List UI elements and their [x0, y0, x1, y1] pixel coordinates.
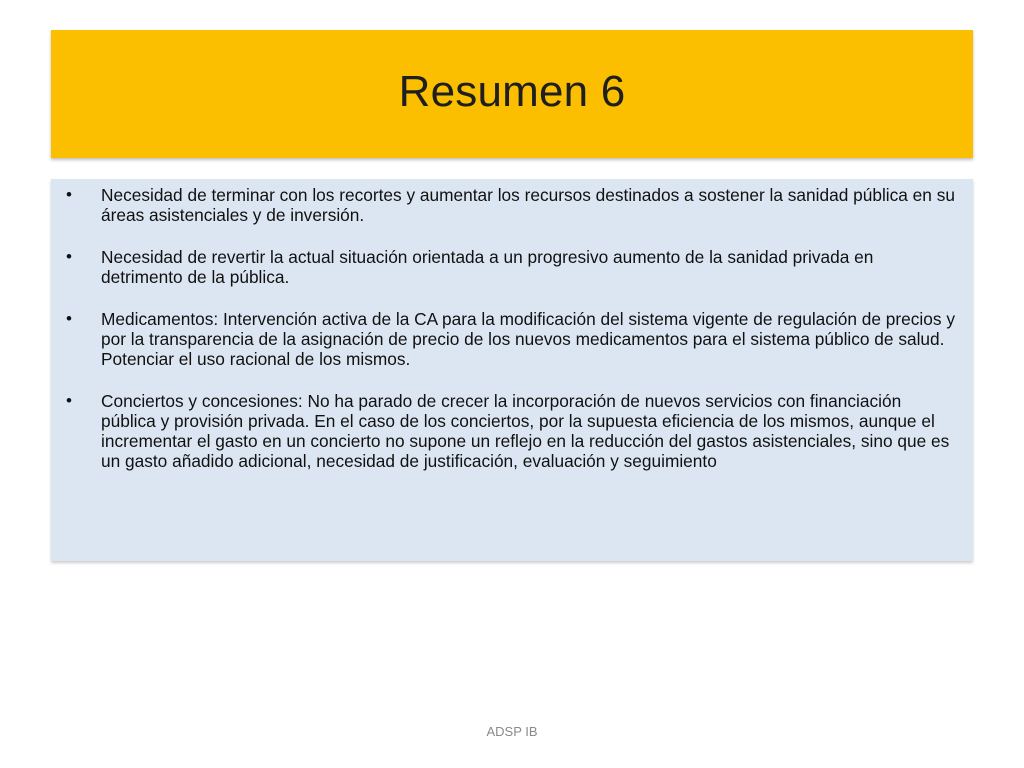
bullet-icon: • [66, 309, 72, 328]
title-band [51, 30, 973, 158]
bullet-text: Conciertos y concesiones: No ha parado de crecer la incorporación de nuevos servicios con financiación pública y provisión privada. En el caso de los conciertos, por la supuesta eficiencia de los mismos, aunque el incrementar el gasto en un concierto no supone un reflejo en la reducción del gastos asistenciales, sino que es un gasto añadido adicional, necesidad de justificación, evaluación y seguimiento [101, 391, 950, 471]
bullet-item [59, 185, 957, 225]
slide-title: Resumen 6 [398, 67, 626, 116]
content-box [51, 179, 973, 561]
bullet-item [59, 247, 957, 287]
bullet-text: Necesidad de terminar con los recortes y aumentar los recursos destinados a sostener la sanidad pública en su áreas asistenciales y de inversión. [101, 185, 955, 225]
bullet-text: Medicamentos: Intervención activa de la CA para la modificación del sistema vigente de regulación de precios y por la transparencia de la asignación de precio de los nuevos medicamentos para el sistema público de salud. Potenciar el uso racional de los mismos. [101, 309, 955, 369]
bullet-item [59, 391, 957, 471]
bullet-icon: • [66, 185, 72, 204]
bullet-icon: • [66, 247, 72, 266]
bullet-icon: • [66, 391, 72, 410]
bullet-item [59, 309, 957, 369]
footer-label: ADSP IB [486, 724, 538, 739]
bullet-list [59, 185, 957, 471]
bullet-text: Necesidad de revertir la actual situación orientada a un progresivo aumento de la sanidad privada en detrimento de la pública. [101, 247, 874, 287]
